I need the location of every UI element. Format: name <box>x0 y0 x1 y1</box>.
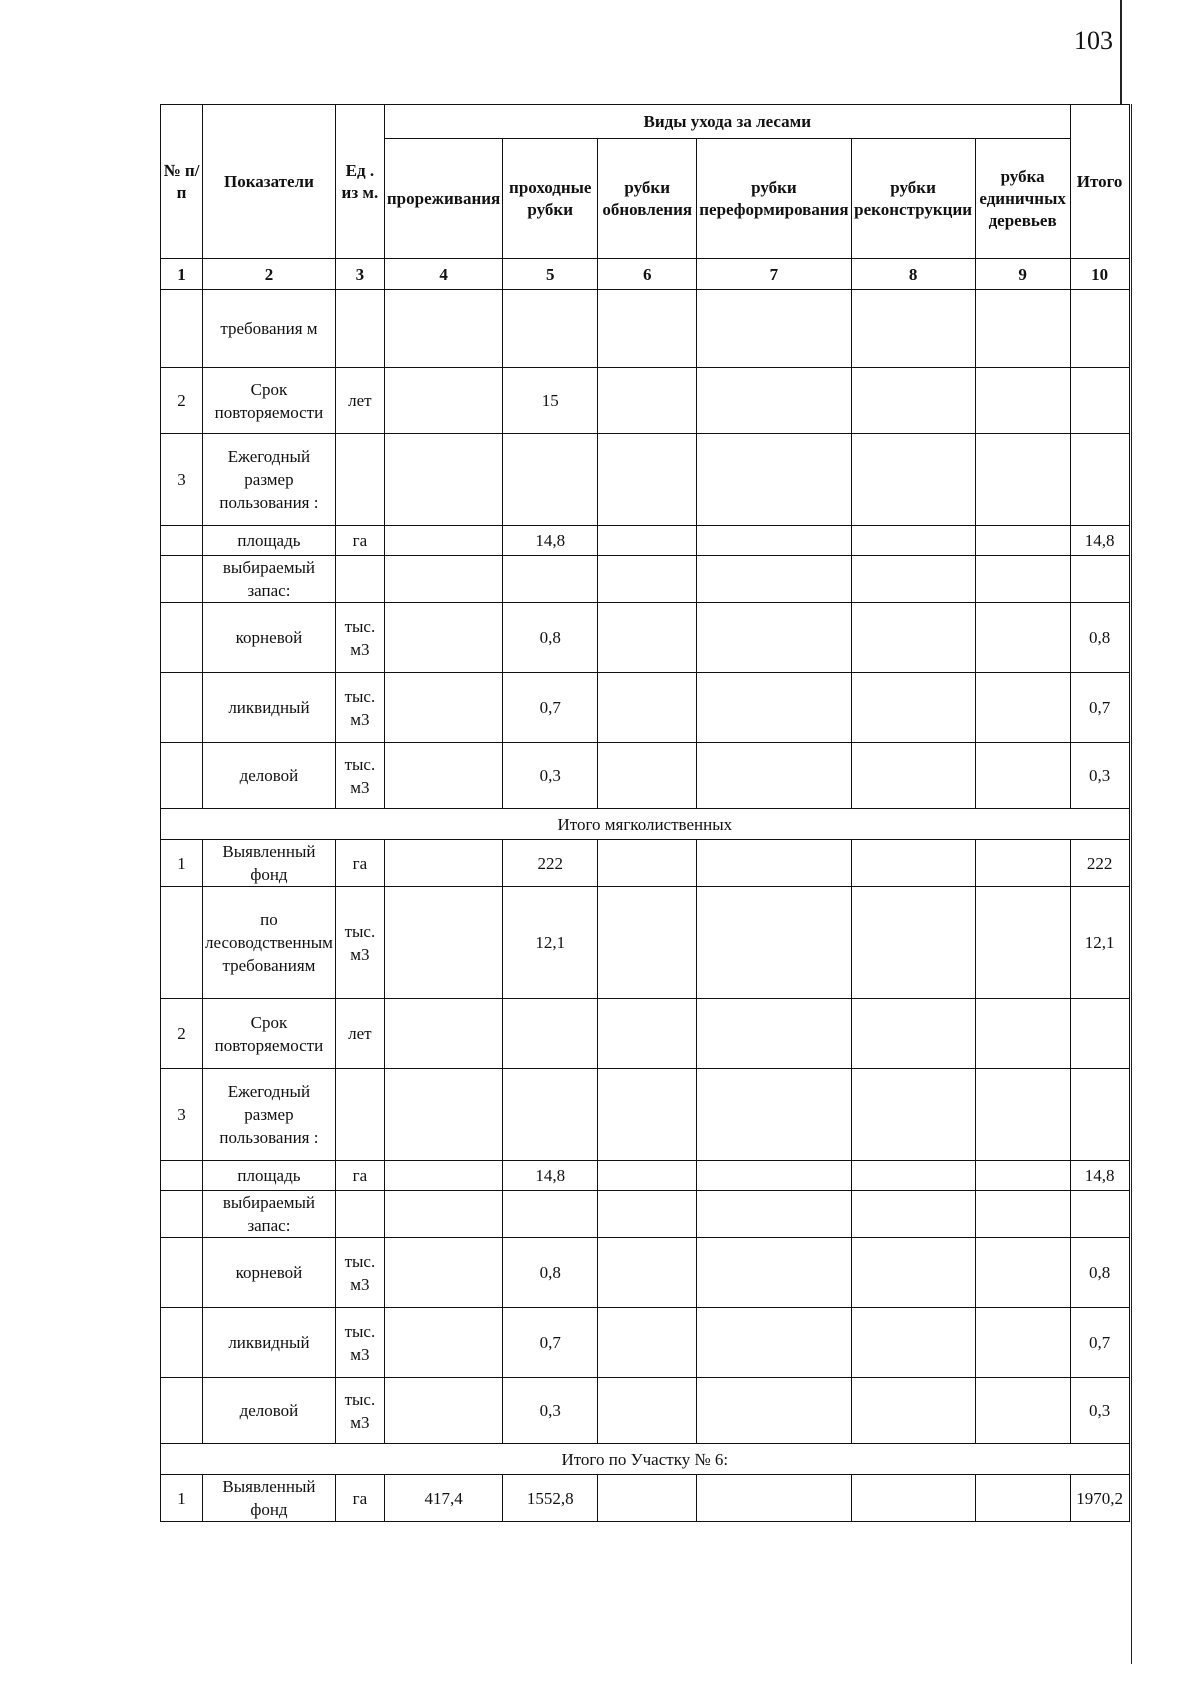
row-indicator: деловой <box>203 743 336 809</box>
row-value <box>384 1069 502 1161</box>
row-number: 1 <box>161 840 203 887</box>
row-value <box>503 434 598 526</box>
row-value <box>384 368 502 434</box>
row-value: 0,8 <box>503 603 598 673</box>
row-value <box>851 1161 975 1191</box>
row-unit: лет <box>335 368 384 434</box>
row-value <box>975 368 1070 434</box>
row-number: 3 <box>161 1069 203 1161</box>
row-number <box>161 556 203 603</box>
column-number: 5 <box>503 259 598 290</box>
column-number: 6 <box>598 259 697 290</box>
column-number: 10 <box>1070 259 1129 290</box>
row-value: 14,8 <box>503 1161 598 1191</box>
row-value <box>598 1308 697 1378</box>
header-type: проходные рубки <box>503 139 598 259</box>
scan-edge-line <box>1120 0 1122 104</box>
row-total: 14,8 <box>1070 526 1129 556</box>
table-row <box>161 1161 1130 1191</box>
row-value <box>598 1191 697 1238</box>
row-value <box>384 1161 502 1191</box>
row-unit: тыс. м3 <box>335 743 384 809</box>
row-value <box>851 1069 975 1161</box>
row-value <box>598 556 697 603</box>
page-number: 103 <box>1074 26 1113 55</box>
header-unit: Ед . из м. <box>335 105 384 259</box>
section-title: Итого по Участку № 6: <box>161 1444 1130 1475</box>
section-row <box>161 1444 1130 1475</box>
row-indicator: Выявленный фонд <box>203 1475 336 1522</box>
row-value: 222 <box>503 840 598 887</box>
table-row <box>161 1475 1130 1522</box>
row-value <box>384 526 502 556</box>
row-value <box>697 1378 851 1444</box>
row-value <box>384 673 502 743</box>
row-total: 0,8 <box>1070 1238 1129 1308</box>
table-row <box>161 556 1130 603</box>
row-value <box>851 673 975 743</box>
row-value <box>697 1238 851 1308</box>
forest-care-table <box>160 104 1130 1522</box>
row-unit: тыс. м3 <box>335 673 384 743</box>
row-value: 417,4 <box>384 1475 502 1522</box>
row-value <box>598 840 697 887</box>
row-value <box>697 1191 851 1238</box>
row-value <box>697 556 851 603</box>
row-value: 0,3 <box>503 1378 598 1444</box>
row-value <box>384 290 502 368</box>
table-row <box>161 1238 1130 1308</box>
row-unit: га <box>335 1475 384 1522</box>
row-indicator: деловой <box>203 1378 336 1444</box>
row-number: 1 <box>161 1475 203 1522</box>
column-number: 2 <box>203 259 336 290</box>
row-number <box>161 1161 203 1191</box>
row-value <box>975 1378 1070 1444</box>
row-total <box>1070 556 1129 603</box>
row-number: 2 <box>161 999 203 1069</box>
table-row <box>161 1191 1130 1238</box>
row-value <box>851 556 975 603</box>
table-row <box>161 673 1130 743</box>
row-value <box>975 526 1070 556</box>
row-value <box>975 1161 1070 1191</box>
row-value <box>697 999 851 1069</box>
row-value <box>851 368 975 434</box>
row-value: 0,7 <box>503 1308 598 1378</box>
row-total <box>1070 368 1129 434</box>
row-indicator: Ежегодный размер пользования : <box>203 1069 336 1161</box>
row-value <box>384 1191 502 1238</box>
row-value <box>975 1308 1070 1378</box>
table-row <box>161 1308 1130 1378</box>
row-value <box>598 743 697 809</box>
header-indicator: Показатели <box>203 105 336 259</box>
row-unit: га <box>335 1161 384 1191</box>
row-value <box>975 1191 1070 1238</box>
row-value <box>975 743 1070 809</box>
row-value <box>598 1475 697 1522</box>
header-group-title: Виды ухода за лесами <box>384 105 1070 139</box>
row-value <box>503 1069 598 1161</box>
row-value <box>384 434 502 526</box>
row-indicator: Ежегодный размер пользования : <box>203 434 336 526</box>
table-row <box>161 743 1130 809</box>
row-value <box>697 840 851 887</box>
row-total <box>1070 434 1129 526</box>
row-value <box>384 840 502 887</box>
column-number: 9 <box>975 259 1070 290</box>
header-total: Итого <box>1070 105 1129 259</box>
column-number: 3 <box>335 259 384 290</box>
row-number <box>161 1308 203 1378</box>
row-value <box>975 840 1070 887</box>
row-number <box>161 743 203 809</box>
row-unit: тыс. м3 <box>335 1378 384 1444</box>
row-value <box>598 887 697 999</box>
row-unit: га <box>335 840 384 887</box>
table-row <box>161 1069 1130 1161</box>
row-value <box>975 999 1070 1069</box>
row-number <box>161 673 203 743</box>
row-value <box>697 887 851 999</box>
row-value <box>975 434 1070 526</box>
row-value <box>975 673 1070 743</box>
column-number: 1 <box>161 259 203 290</box>
row-unit <box>335 290 384 368</box>
row-indicator: Срок повторяемости <box>203 999 336 1069</box>
row-value <box>598 603 697 673</box>
row-value <box>503 999 598 1069</box>
row-value <box>697 603 851 673</box>
row-value <box>851 1475 975 1522</box>
row-value <box>598 999 697 1069</box>
row-value <box>851 743 975 809</box>
row-indicator: Выявленный фонд <box>203 840 336 887</box>
row-value <box>975 1069 1070 1161</box>
row-value <box>384 999 502 1069</box>
row-value: 15 <box>503 368 598 434</box>
header-type: рубки переформирования <box>697 139 851 259</box>
row-unit: га <box>335 526 384 556</box>
row-total: 0,7 <box>1070 1308 1129 1378</box>
row-total: 0,8 <box>1070 603 1129 673</box>
table-row <box>161 887 1130 999</box>
row-indicator: площадь <box>203 1161 336 1191</box>
row-value <box>503 290 598 368</box>
row-indicator: выбираемый запас: <box>203 556 336 603</box>
row-total: 12,1 <box>1070 887 1129 999</box>
table-row <box>161 526 1130 556</box>
column-number: 8 <box>851 259 975 290</box>
row-value <box>697 368 851 434</box>
column-number: 7 <box>697 259 851 290</box>
row-value: 14,8 <box>503 526 598 556</box>
table-row <box>161 1378 1130 1444</box>
row-value <box>384 887 502 999</box>
row-value <box>975 556 1070 603</box>
row-value <box>384 1378 502 1444</box>
row-value: 0,8 <box>503 1238 598 1308</box>
section-row <box>161 809 1130 840</box>
table-row <box>161 368 1130 434</box>
row-unit: тыс. м3 <box>335 1238 384 1308</box>
row-number <box>161 1378 203 1444</box>
row-unit <box>335 1191 384 1238</box>
row-unit: тыс. м3 <box>335 603 384 673</box>
header-no: № п/ п <box>161 105 203 259</box>
row-value <box>697 1161 851 1191</box>
row-number: 2 <box>161 368 203 434</box>
row-value <box>851 526 975 556</box>
row-value <box>598 1161 697 1191</box>
row-value <box>975 1475 1070 1522</box>
row-value <box>697 1308 851 1378</box>
section-title: Итого мягколиственных <box>161 809 1130 840</box>
row-total: 0,3 <box>1070 1378 1129 1444</box>
row-value <box>598 1238 697 1308</box>
row-value: 0,3 <box>503 743 598 809</box>
row-value <box>851 603 975 673</box>
row-total <box>1070 999 1129 1069</box>
row-number: 3 <box>161 434 203 526</box>
row-value <box>697 743 851 809</box>
row-indicator: ликвидный <box>203 673 336 743</box>
row-number <box>161 1238 203 1308</box>
row-value <box>851 887 975 999</box>
row-value <box>384 1308 502 1378</box>
table-row <box>161 999 1130 1069</box>
row-value <box>851 1238 975 1308</box>
row-value <box>503 556 598 603</box>
row-value <box>851 1378 975 1444</box>
row-value: 1552,8 <box>503 1475 598 1522</box>
column-number: 4 <box>384 259 502 290</box>
row-value <box>851 999 975 1069</box>
row-number <box>161 526 203 556</box>
row-value <box>851 1308 975 1378</box>
row-value <box>598 526 697 556</box>
row-value <box>975 290 1070 368</box>
row-value <box>851 434 975 526</box>
row-value <box>697 434 851 526</box>
row-value <box>975 887 1070 999</box>
row-number <box>161 887 203 999</box>
row-indicator: корневой <box>203 1238 336 1308</box>
row-number <box>161 290 203 368</box>
header-type: рубки обновления <box>598 139 697 259</box>
row-total: 0,7 <box>1070 673 1129 743</box>
row-total <box>1070 1069 1129 1161</box>
row-value <box>697 290 851 368</box>
table-row <box>161 840 1130 887</box>
row-value <box>975 1238 1070 1308</box>
row-total: 222 <box>1070 840 1129 887</box>
table-row <box>161 434 1130 526</box>
row-indicator: требования м <box>203 290 336 368</box>
row-number <box>161 1191 203 1238</box>
row-value <box>697 526 851 556</box>
row-value <box>697 673 851 743</box>
row-value <box>598 434 697 526</box>
row-unit <box>335 1069 384 1161</box>
column-number-row <box>161 259 1130 290</box>
row-value <box>697 1069 851 1161</box>
row-indicator: выбираемый запас: <box>203 1191 336 1238</box>
row-indicator: ликвидный <box>203 1308 336 1378</box>
row-unit: тыс. м3 <box>335 1308 384 1378</box>
row-value <box>384 743 502 809</box>
row-unit <box>335 556 384 603</box>
row-value <box>598 1378 697 1444</box>
row-indicator: корневой <box>203 603 336 673</box>
header-type: рубка единичных деревьев <box>975 139 1070 259</box>
header-type: рубки реконструкции <box>851 139 975 259</box>
row-unit: лет <box>335 999 384 1069</box>
row-value: 0,7 <box>503 673 598 743</box>
row-value <box>598 290 697 368</box>
row-total <box>1070 1191 1129 1238</box>
row-number <box>161 603 203 673</box>
row-total: 0,3 <box>1070 743 1129 809</box>
row-value <box>697 1475 851 1522</box>
row-total <box>1070 290 1129 368</box>
row-indicator: площадь <box>203 526 336 556</box>
row-total: 1970,2 <box>1070 1475 1129 1522</box>
row-value <box>975 603 1070 673</box>
table-body <box>161 290 1130 1522</box>
row-indicator: Срок повторяемости <box>203 368 336 434</box>
row-unit: тыс. м3 <box>335 887 384 999</box>
row-indicator: по лесоводственным требованиям <box>203 887 336 999</box>
row-value: 12,1 <box>503 887 598 999</box>
row-value <box>598 368 697 434</box>
row-value <box>503 1191 598 1238</box>
row-value <box>851 290 975 368</box>
row-value <box>384 1238 502 1308</box>
row-value <box>384 603 502 673</box>
row-value <box>598 673 697 743</box>
header-type: прореживания <box>384 139 502 259</box>
row-unit <box>335 434 384 526</box>
row-value <box>598 1069 697 1161</box>
row-value <box>851 840 975 887</box>
row-total: 14,8 <box>1070 1161 1129 1191</box>
row-value <box>384 556 502 603</box>
scan-edge-line <box>1131 104 1132 1664</box>
row-value <box>851 1191 975 1238</box>
table-row <box>161 603 1130 673</box>
table-row <box>161 290 1130 368</box>
